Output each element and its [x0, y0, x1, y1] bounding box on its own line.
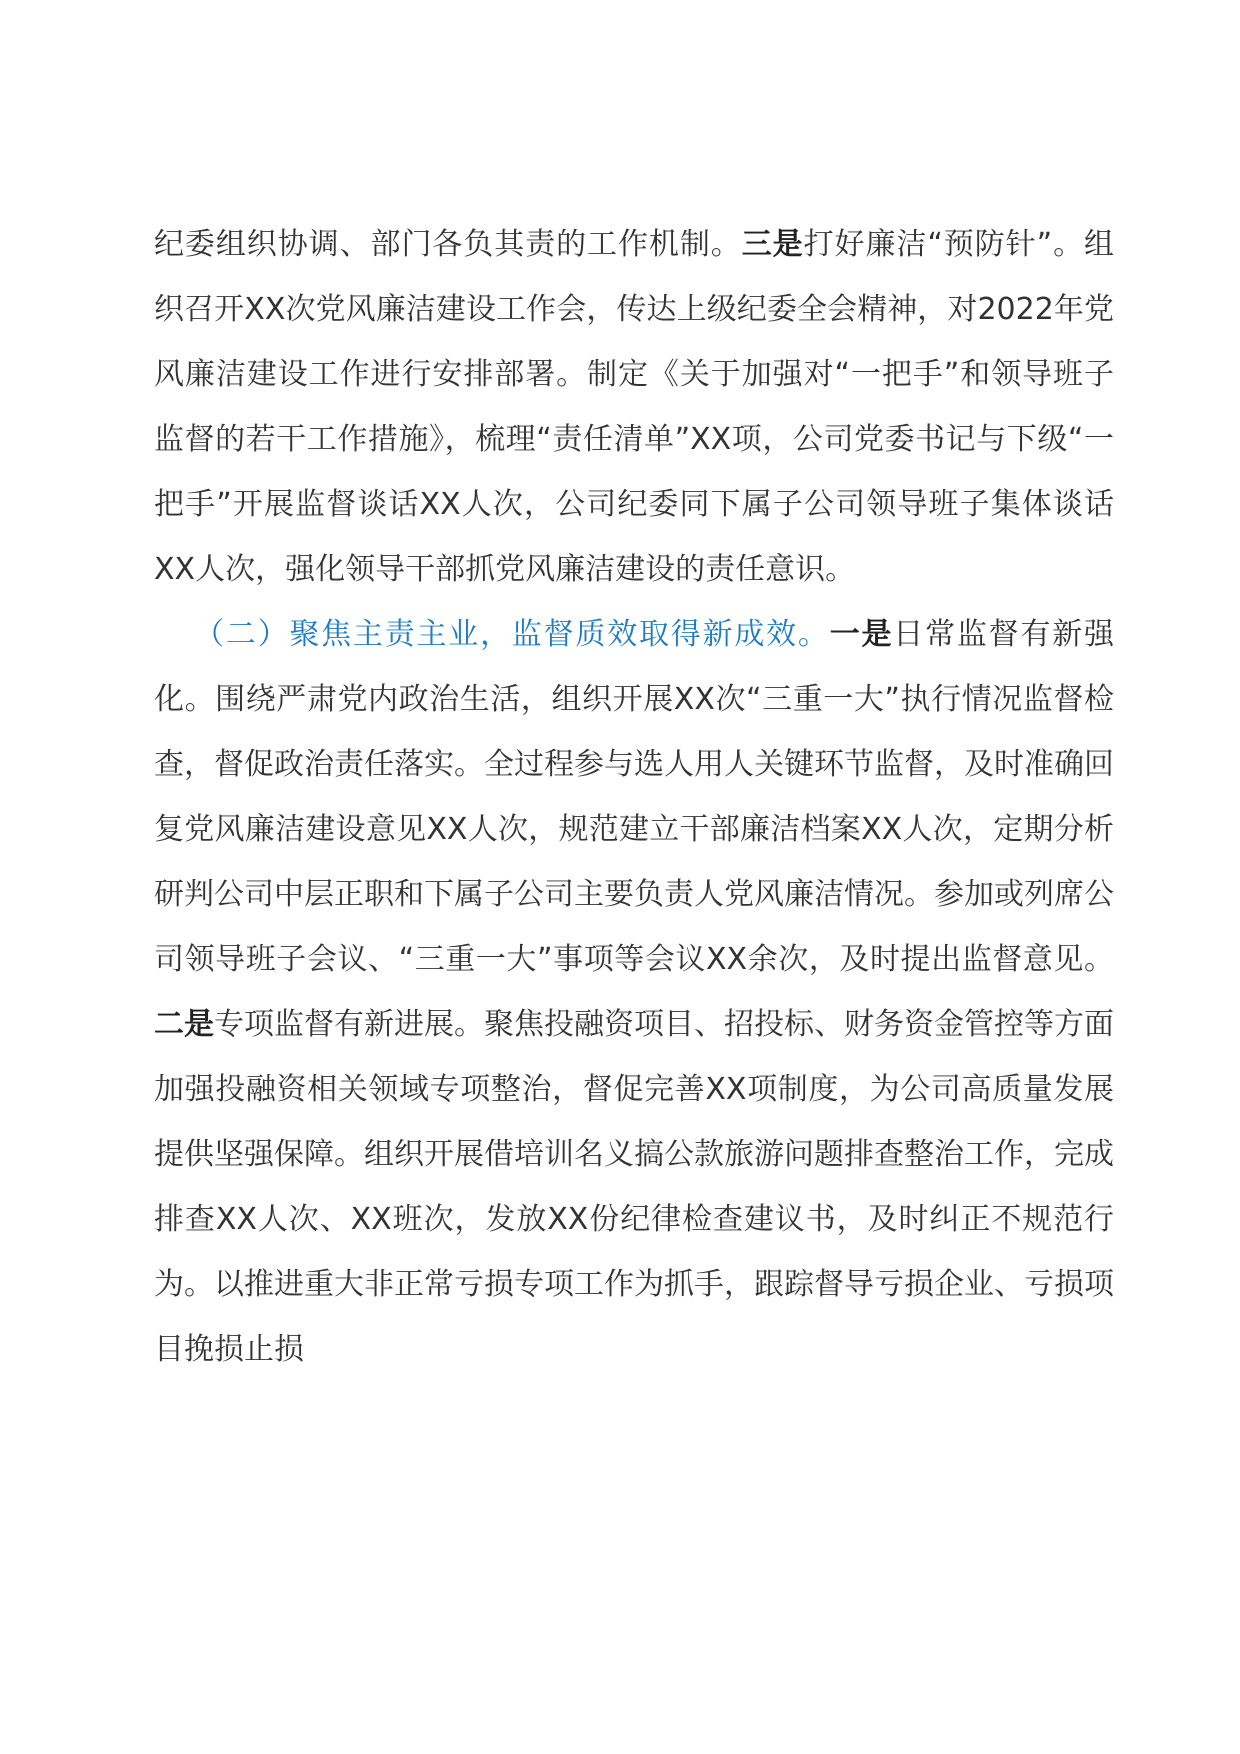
- paragraph-text: 打好廉洁“预防针”。组织召开XX次党风廉洁建设工作会，传达上级纪委全会精神，对2022年党风廉洁建设工作进行安排部署。制定《关于加强对“一把手”和领导班子监督的若干工作措施》，梳理“责任清单”XX项，公司党委书记与下级“一把手”开展监督谈话XX人次，公司纪委同下属子公司领导班子集体谈话XX人次，强化领导干部抓党风廉洁建设的责任意识。: [154, 227, 1115, 587]
- paragraph-text: 专项监督有新进展。聚焦投融资项目、招投标、财务资金管控等方面加强投融资相关领域专项整治，督促完善XX项制度，为公司高质量发展提供坚强保障。组织开展借培训名义搞公款旅游问题排查整治工作，完成排查XX人次、XX班次，发放XX份纪律检查建议书，及时纠正不规范行为。以推进重大非正常亏损专项工作为抓手，跟踪督导亏损企业、亏损项目挽损止损: [154, 1007, 1114, 1367]
- paragraph-text: 纪委组织协调、部门各负其责的工作机制。: [154, 227, 742, 262]
- document-body: [154, 212, 1114, 1382]
- paragraph-supervision: [154, 602, 1114, 1382]
- bold-marker-first: 一是: [829, 617, 894, 652]
- paragraph-text: 日常监督有新强化。围绕严肃党内政治生活，组织开展XX次“三重一大”执行情况监督检查，督促政治责任落实。全过程参与选人用人关键环节监督，及时准确回复党风廉洁建设意见XX人次，规范建立干部廉洁档案XX人次，定期分析研判公司中层正职和下属子公司主要负责人党风廉洁情况。参加或列席公司领导班子会议、“三重一大”事项等会议XX余次，及时提出监督意见。: [154, 617, 1115, 977]
- section-heading: （二）聚焦主责主业，监督质效取得新成效。: [194, 617, 830, 652]
- bold-marker-third: 三是: [741, 227, 804, 262]
- bold-marker-second: 二是: [154, 1007, 214, 1042]
- paragraph-responsibility: [154, 212, 1114, 602]
